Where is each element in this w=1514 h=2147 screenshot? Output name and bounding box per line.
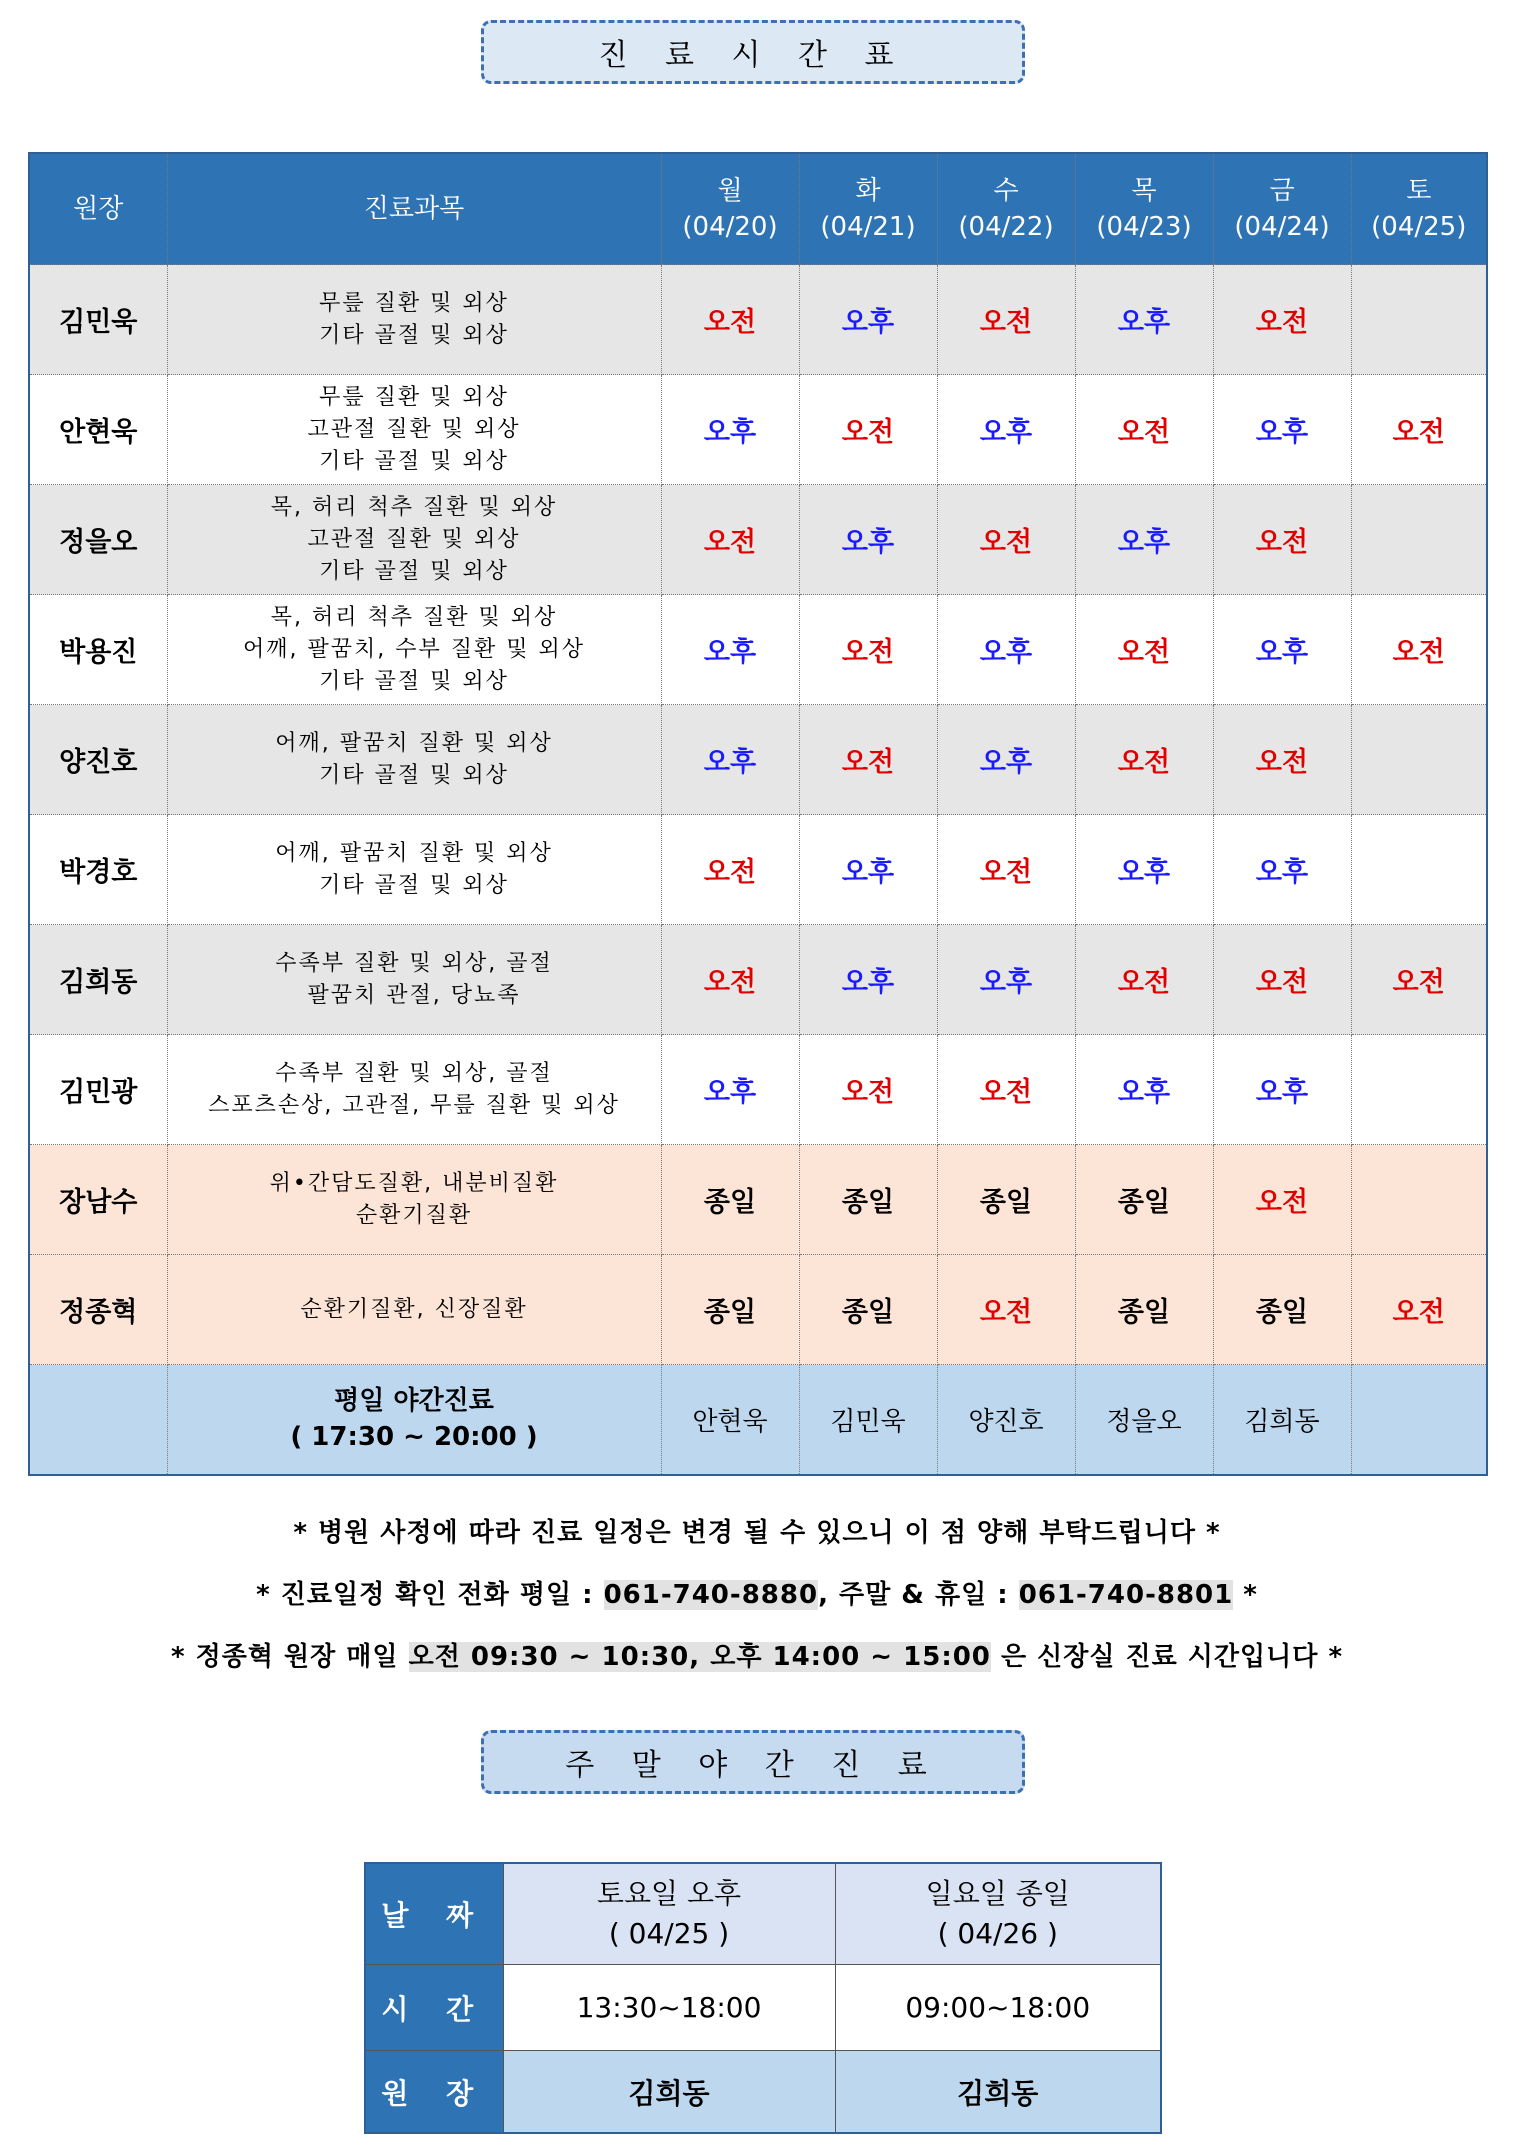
schedule-slot — [1351, 1035, 1487, 1145]
schedule-slot: 오전 — [661, 485, 799, 595]
note-phone — [0, 1574, 1514, 1611]
subject-line: 기타 골절 및 외상 — [319, 322, 509, 348]
schedule-slot — [1351, 265, 1487, 375]
schedule-slot: 오후 — [1075, 1035, 1213, 1145]
schedule-slot — [1351, 485, 1487, 595]
weekend-date-cell — [503, 1863, 835, 1965]
schedule-slot: 오후 — [1075, 265, 1213, 375]
doctor-name: 김희동 — [29, 925, 167, 1035]
weekend-day: 일요일 종일 — [925, 1877, 1070, 1910]
header-day-date: (04/23) — [1096, 212, 1192, 242]
header-subject: 진료과목 — [167, 153, 661, 265]
note-phone-prefix: * 진료일정 확인 전화 평일 : — [256, 1580, 604, 1610]
schedule-slot: 오후 — [799, 265, 937, 375]
schedule-slot: 오후 — [799, 485, 937, 595]
night-doctor: 양진호 — [937, 1365, 1075, 1475]
night-doctor: 김희동 — [1213, 1365, 1351, 1475]
schedule-slot: 오전 — [1351, 925, 1487, 1035]
schedule-table — [28, 152, 1488, 1476]
schedule-slot: 오후 — [937, 595, 1075, 705]
header-day-date: (04/21) — [820, 212, 916, 242]
weekend-date-cell — [835, 1863, 1161, 1965]
header-day — [1213, 153, 1351, 265]
header-day — [799, 153, 937, 265]
schedule-slot: 오전 — [937, 1035, 1075, 1145]
schedule-slot: 오전 — [1213, 705, 1351, 815]
schedule-slot: 오후 — [1213, 595, 1351, 705]
weekend-date: ( 04/26 ) — [937, 1917, 1058, 1950]
header-day-name: 금 — [1269, 176, 1295, 206]
weekend-date: ( 04/25 ) — [608, 1917, 730, 1950]
schedule-slot: 오후 — [661, 1035, 799, 1145]
weekend-time: 09:00~18:00 — [835, 1965, 1161, 2051]
subject-line: 스포츠손상, 고관절, 무릎 질환 및 외상 — [208, 1092, 620, 1118]
schedule-body — [29, 265, 1487, 1365]
schedule-slot: 오후 — [661, 595, 799, 705]
weekend-table — [364, 1862, 1162, 2134]
subject-line: 기타 골절 및 외상 — [319, 872, 509, 898]
schedule-slot: 종일 — [937, 1145, 1075, 1255]
header-day-name: 화 — [855, 176, 881, 206]
note-phone-mid: , 주말 & 휴일 : — [818, 1580, 1019, 1610]
subject-line: 위•간담도질환, 내분비질환 — [269, 1170, 559, 1196]
schedule-slot — [1351, 815, 1487, 925]
night-doctor: 안현욱 — [661, 1365, 799, 1475]
header-day-date: (04/20) — [682, 212, 778, 242]
doctor-row — [29, 705, 1487, 815]
doctor-row — [29, 595, 1487, 705]
schedule-slot: 오후 — [937, 925, 1075, 1035]
note-phone-suffix: * — [1233, 1580, 1258, 1610]
subject-line: 무릎 질환 및 외상 — [319, 384, 509, 410]
schedule-slot: 오후 — [937, 705, 1075, 815]
schedule-slot: 종일 — [661, 1145, 799, 1255]
header-day — [1075, 153, 1213, 265]
doctor-name: 김민광 — [29, 1035, 167, 1145]
weekend-doctor-row — [365, 2051, 1161, 2134]
schedule-slot: 종일 — [1075, 1145, 1213, 1255]
subject-cell — [167, 1035, 661, 1145]
subject-cell — [167, 1145, 661, 1255]
doctor-row — [29, 815, 1487, 925]
schedule-slot: 오전 — [799, 705, 937, 815]
schedule-slot: 오전 — [1213, 485, 1351, 595]
doctor-name: 정을오 — [29, 485, 167, 595]
schedule-slot: 오전 — [1351, 1255, 1487, 1365]
schedule-slot: 오전 — [937, 815, 1075, 925]
doctor-name: 김민욱 — [29, 265, 167, 375]
subject-line: 수족부 질환 및 외상, 골절 — [275, 1060, 553, 1086]
note-dialysis-suffix: 은 신장실 진료 시간입니다 * — [990, 1642, 1344, 1672]
schedule-slot: 오후 — [661, 705, 799, 815]
schedule-slot: 오전 — [937, 1255, 1075, 1365]
schedule-slot — [1351, 705, 1487, 815]
schedule-slot: 오후 — [937, 375, 1075, 485]
schedule-slot: 오전 — [1075, 925, 1213, 1035]
night-doctor: 김민욱 — [799, 1365, 937, 1475]
header-day — [937, 153, 1075, 265]
schedule-slot: 종일 — [1213, 1255, 1351, 1365]
schedule-slot — [1351, 1145, 1487, 1255]
holiday-phone: 061-740-8801 — [1018, 1580, 1234, 1610]
subject-cell — [167, 265, 661, 375]
schedule-slot: 오전 — [661, 925, 799, 1035]
header-day-name: 수 — [993, 176, 1019, 206]
weekend-day: 토요일 오후 — [596, 1877, 742, 1910]
schedule-slot: 오후 — [799, 815, 937, 925]
schedule-slot: 오전 — [799, 1035, 937, 1145]
subject-line: 기타 골절 및 외상 — [319, 558, 509, 584]
subject-cell — [167, 815, 661, 925]
schedule-slot: 오후 — [1213, 375, 1351, 485]
doctor-name: 양진호 — [29, 705, 167, 815]
schedule-slot: 오전 — [661, 265, 799, 375]
subject-line: 어깨, 팔꿈치, 수부 질환 및 외상 — [243, 636, 585, 662]
subject-cell — [167, 485, 661, 595]
schedule-slot: 오전 — [1075, 595, 1213, 705]
night-row — [29, 1365, 1487, 1475]
weekend-doctor: 김희동 — [835, 2051, 1161, 2134]
subject-line: 수족부 질환 및 외상, 골절 — [275, 950, 553, 976]
subject-cell — [167, 705, 661, 815]
doctor-name: 정종혁 — [29, 1255, 167, 1365]
schedule-slot: 오전 — [1075, 705, 1213, 815]
note-dialysis — [0, 1636, 1514, 1673]
night-label: 평일 야간진료 — [334, 1386, 494, 1417]
subject-cell — [167, 1255, 661, 1365]
weekend-title: 주 말 야 간 진 료 — [481, 1730, 1025, 1794]
night-time: ( 17:30 ~ 20:00 ) — [290, 1422, 538, 1453]
subject-line: 기타 골절 및 외상 — [319, 668, 509, 694]
schedule-slot: 오후 — [1075, 485, 1213, 595]
header-day — [661, 153, 799, 265]
schedule-slot: 오전 — [1351, 595, 1487, 705]
subject-line: 어깨, 팔꿈치 질환 및 외상 — [275, 730, 553, 756]
doctor-row — [29, 375, 1487, 485]
subject-line: 목, 허리 척추 질환 및 외상 — [270, 604, 558, 630]
header-day-name: 월 — [717, 176, 743, 206]
subject-cell — [167, 925, 661, 1035]
schedule-slot: 오전 — [661, 815, 799, 925]
schedule-slot: 오후 — [1213, 815, 1351, 925]
header-day-name: 토 — [1406, 176, 1432, 206]
schedule-slot: 종일 — [661, 1255, 799, 1365]
subject-line: 순환기질환, 신장질환 — [300, 1296, 528, 1322]
subject-line: 고관절 질환 및 외상 — [307, 526, 521, 552]
schedule-slot: 오전 — [937, 265, 1075, 375]
header-day-date: (04/24) — [1234, 212, 1330, 242]
night-doctor: 정을오 — [1075, 1365, 1213, 1475]
schedule-slot: 오전 — [1213, 925, 1351, 1035]
weekend-label-date: 날 짜 — [365, 1863, 503, 1965]
night-doctor — [1351, 1365, 1487, 1475]
night-empty-cell — [29, 1365, 167, 1475]
subject-line: 고관절 질환 및 외상 — [307, 416, 521, 442]
schedule-slot: 오전 — [799, 375, 937, 485]
doctor-name: 박경호 — [29, 815, 167, 925]
schedule-slot: 종일 — [799, 1255, 937, 1365]
dialysis-hours: 오전 09:30 ~ 10:30, 오후 14:00 ~ 15:00 — [408, 1642, 991, 1672]
weekend-label-time: 시 간 — [365, 1965, 503, 2051]
schedule-slot: 종일 — [799, 1145, 937, 1255]
note-dialysis-prefix: * 정종혁 원장 매일 — [170, 1642, 409, 1672]
subject-cell — [167, 375, 661, 485]
schedule-slot: 종일 — [1075, 1255, 1213, 1365]
subject-line: 무릎 질환 및 외상 — [319, 290, 509, 316]
schedule-slot: 오후 — [1075, 815, 1213, 925]
night-label-cell — [167, 1365, 661, 1475]
subject-line: 목, 허리 척추 질환 및 외상 — [270, 494, 558, 520]
doctor-row — [29, 265, 1487, 375]
header-day — [1351, 153, 1487, 265]
note-schedule-change: * 병원 사정에 따라 진료 일정은 변경 될 수 있으니 이 점 양해 부탁드립니다 * — [293, 1518, 1221, 1548]
schedule-slot: 오전 — [1213, 1145, 1351, 1255]
header-day-date: (04/22) — [958, 212, 1054, 242]
header-doctor: 원장 — [29, 153, 167, 265]
subject-line: 어깨, 팔꿈치 질환 및 외상 — [275, 840, 553, 866]
doctor-row — [29, 1035, 1487, 1145]
doctor-row — [29, 925, 1487, 1035]
schedule-slot: 오전 — [799, 595, 937, 705]
weekday-phone: 061-740-8880 — [603, 1580, 819, 1610]
weekend-date-row — [365, 1863, 1161, 1965]
schedule-slot: 오후 — [799, 925, 937, 1035]
weekend-time-row — [365, 1965, 1161, 2051]
schedule-slot: 오후 — [1213, 1035, 1351, 1145]
schedule-slot: 오후 — [661, 375, 799, 485]
schedule-slot: 오전 — [937, 485, 1075, 595]
subject-line: 팔꿈치 관절, 당뇨족 — [307, 982, 521, 1008]
header-day-date: (04/25) — [1371, 212, 1467, 242]
doctor-name: 장남수 — [29, 1145, 167, 1255]
weekend-label-doctor: 원 장 — [365, 2051, 503, 2134]
subject-line: 순환기질환 — [355, 1202, 473, 1228]
doctor-name: 안현욱 — [29, 375, 167, 485]
doctor-row — [29, 485, 1487, 595]
weekend-doctor: 김희동 — [503, 2051, 835, 2134]
subject-line: 기타 골절 및 외상 — [319, 762, 509, 788]
doctor-row — [29, 1255, 1487, 1365]
header-day-name: 목 — [1131, 176, 1157, 206]
schedule-slot: 오전 — [1075, 375, 1213, 485]
header-row — [29, 153, 1487, 265]
schedule-slot: 오전 — [1213, 265, 1351, 375]
doctor-row — [29, 1145, 1487, 1255]
doctor-name: 박용진 — [29, 595, 167, 705]
subject-line: 기타 골절 및 외상 — [319, 448, 509, 474]
schedule-slot: 오전 — [1351, 375, 1487, 485]
page-title: 진 료 시 간 표 — [481, 20, 1025, 84]
subject-cell — [167, 595, 661, 705]
weekend-time: 13:30~18:00 — [503, 1965, 835, 2051]
